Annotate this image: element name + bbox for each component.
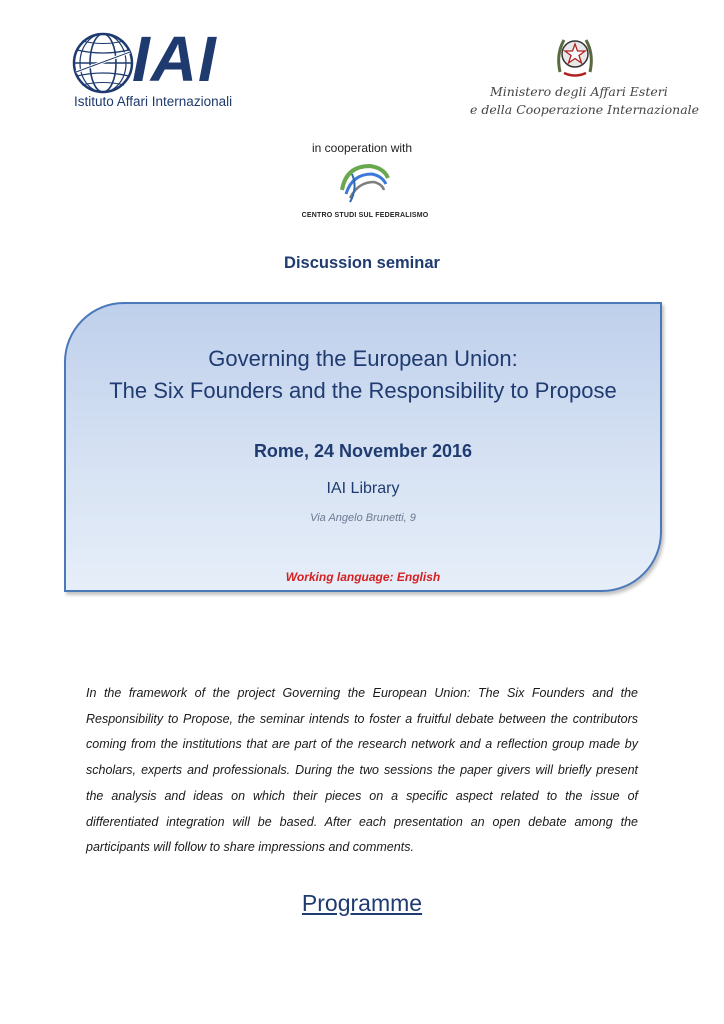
csf-logo: [300, 160, 430, 224]
event-venue: IAI Library: [326, 480, 400, 497]
cooperation-text: in cooperation with: [311, 141, 413, 155]
csf-logo-icon: [336, 160, 392, 206]
event-date: Rome, 24 November 2016: [253, 441, 473, 461]
csf-name: CENTRO STUDI SUL FEDERALISMO: [301, 212, 429, 219]
intro-paragraph: In the framework of the project Governing the European Union: The Six Founders and the Responsibility to Propose, the seminar intends to foster a fruitful debate between the contributors coming from the institutions that are part of the research network and a reflection group made by scholars, experts and professionals. During the two sessions the paper givers will briefly present the analysis and ideas on which their pieces on a specific aspect related to the issue of differentiated integration will be based. After each presentation an open debate among the participants will follow to share impressions and comments.: [86, 686, 638, 855]
iai-full-name: Istituto Affari Internazionali: [74, 94, 233, 109]
event-title-line1: Governing the European Union:: [208, 346, 518, 371]
globe-icon: [72, 32, 134, 94]
event-info-box: [64, 302, 662, 592]
iai-logo-letters: IAI: [132, 23, 217, 95]
ministry-name-line2: e della Cooperazione Internazionale: [470, 102, 700, 117]
ministry-name-line1: Ministero degli Affari Esteri: [490, 84, 668, 99]
iai-logo: [72, 23, 242, 114]
italian-republic-emblem-icon: [554, 32, 596, 78]
ministry-logo: [468, 30, 700, 122]
event-address: Via Angelo Brunetti, 9: [310, 512, 416, 524]
seminar-type-heading: Discussion seminar: [284, 254, 440, 272]
event-title-line2: The Six Founders and the Responsibility to Propose: [109, 378, 617, 403]
programme-heading: Programme: [301, 890, 423, 916]
working-language: Working language: English: [285, 570, 441, 584]
